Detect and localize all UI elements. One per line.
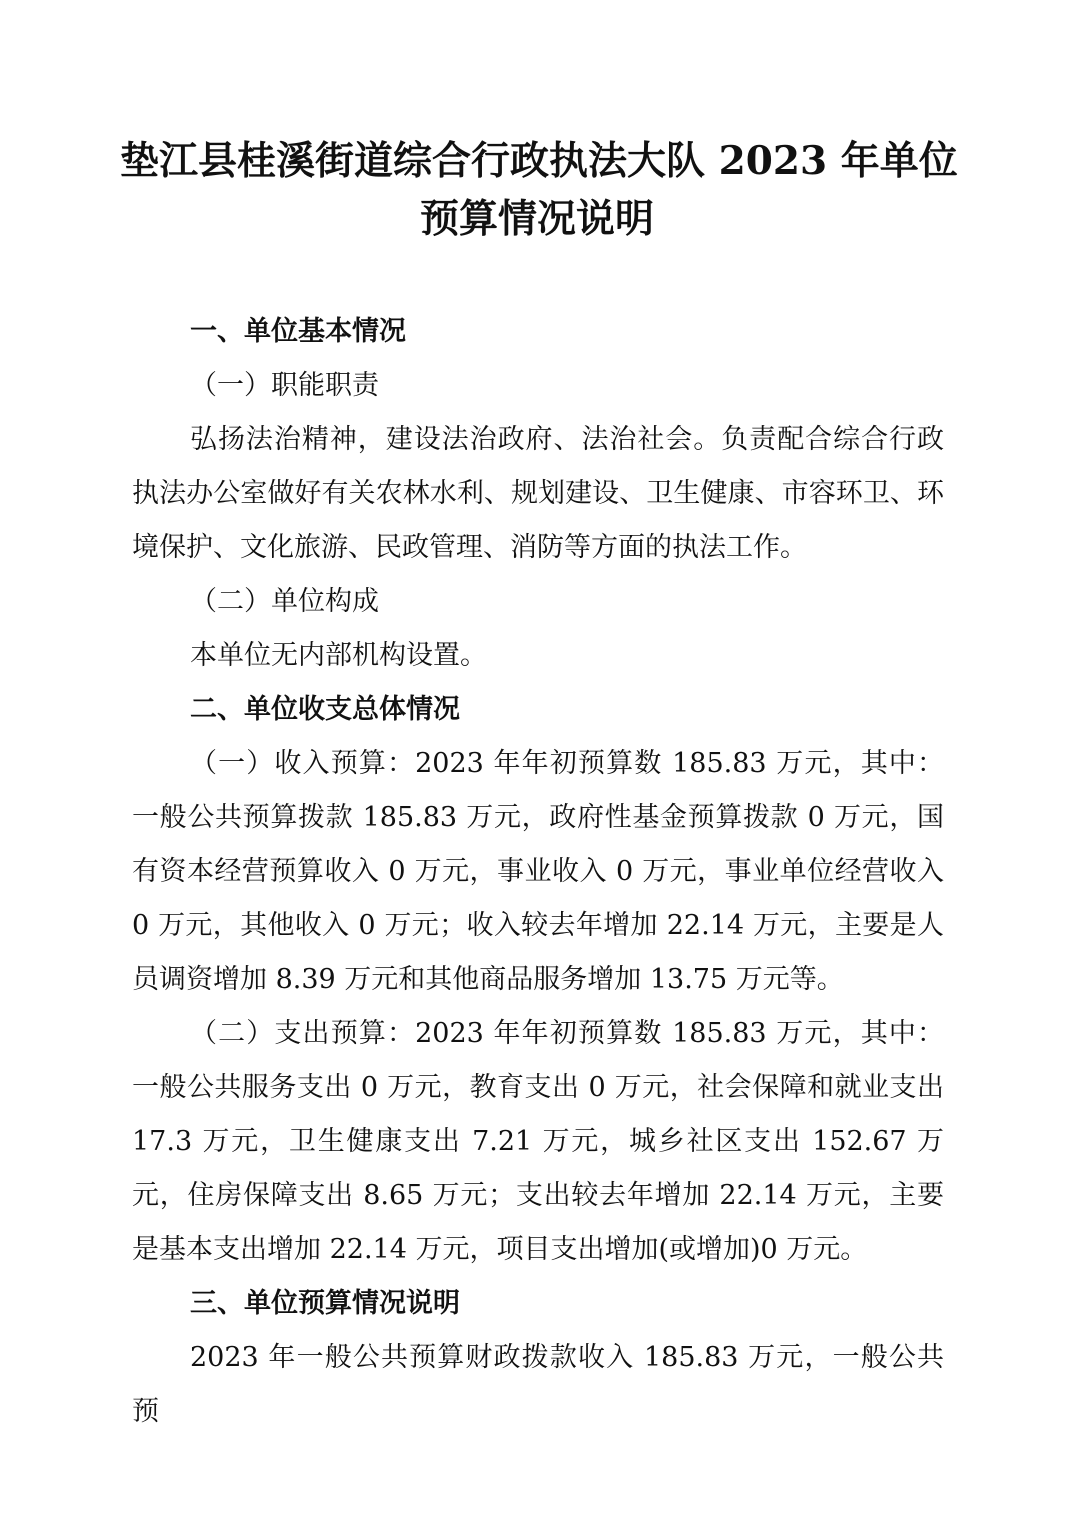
title-line-2: 预算情况说明 (419, 196, 654, 242)
section-3-heading: 三、单位预算情况说明 (190, 1288, 460, 1319)
title-line-1: 垫江县桂溪街道综合行政执法大队 2023 年单位 (120, 138, 958, 184)
structure-paragraph: 本单位无内部机构设置。 (190, 640, 487, 671)
duties-paragraph: 弘扬法治精神，建设法治政府、法治社会。负责配合综合行政执法办公室做好有关农林水利、规划建设、卫生健康、市容环卫、环境保护、文化旅游、民政管理、消防等方面的执法工作。 (132, 424, 944, 563)
expense-budget-paragraph: （二）支出预算：2023 年年初预算数 185.83 万元，其中：一般公共服务支出 0 万元，教育支出 0 万元，社会保障和就业支出 17.3 万元，卫生健康支出 7.21 万元，城乡社区支出 152.67 万元，住房保障支出 8.65 万元；支出较去年增加 22.14 万元，主要是基本支出增加 22.14 万元，项目支出增加(或增加)0 万元。 (132, 1018, 944, 1265)
section-3-paragraph: 2023 年一般公共预算财政拨款收入 185.83 万元，一般公共预 (132, 1342, 944, 1427)
section-1-heading: 一、单位基本情况 (190, 316, 406, 347)
document-title (120, 132, 958, 248)
income-budget-paragraph: （一）收入预算：2023 年年初预算数 185.83 万元，其中：一般公共预算拨款 185.83 万元，政府性基金预算拨款 0 万元，国有资本经营预算收入 0 万元，事业收入 0 万元，事业单位经营收入 0 万元，其他收入 0 万元；收入较去年增加 22.14 万元，主要是人员调资增加 8.39 万元和其他商品服务增加 13.75 万元等。 (132, 748, 944, 995)
section-2-heading: 二、单位收支总体情况 (190, 694, 460, 725)
section-1-subheading-structure: （二）单位构成 (190, 586, 379, 617)
document-body (132, 305, 944, 1439)
section-1-subheading-duties: （一）职能职责 (190, 370, 379, 401)
